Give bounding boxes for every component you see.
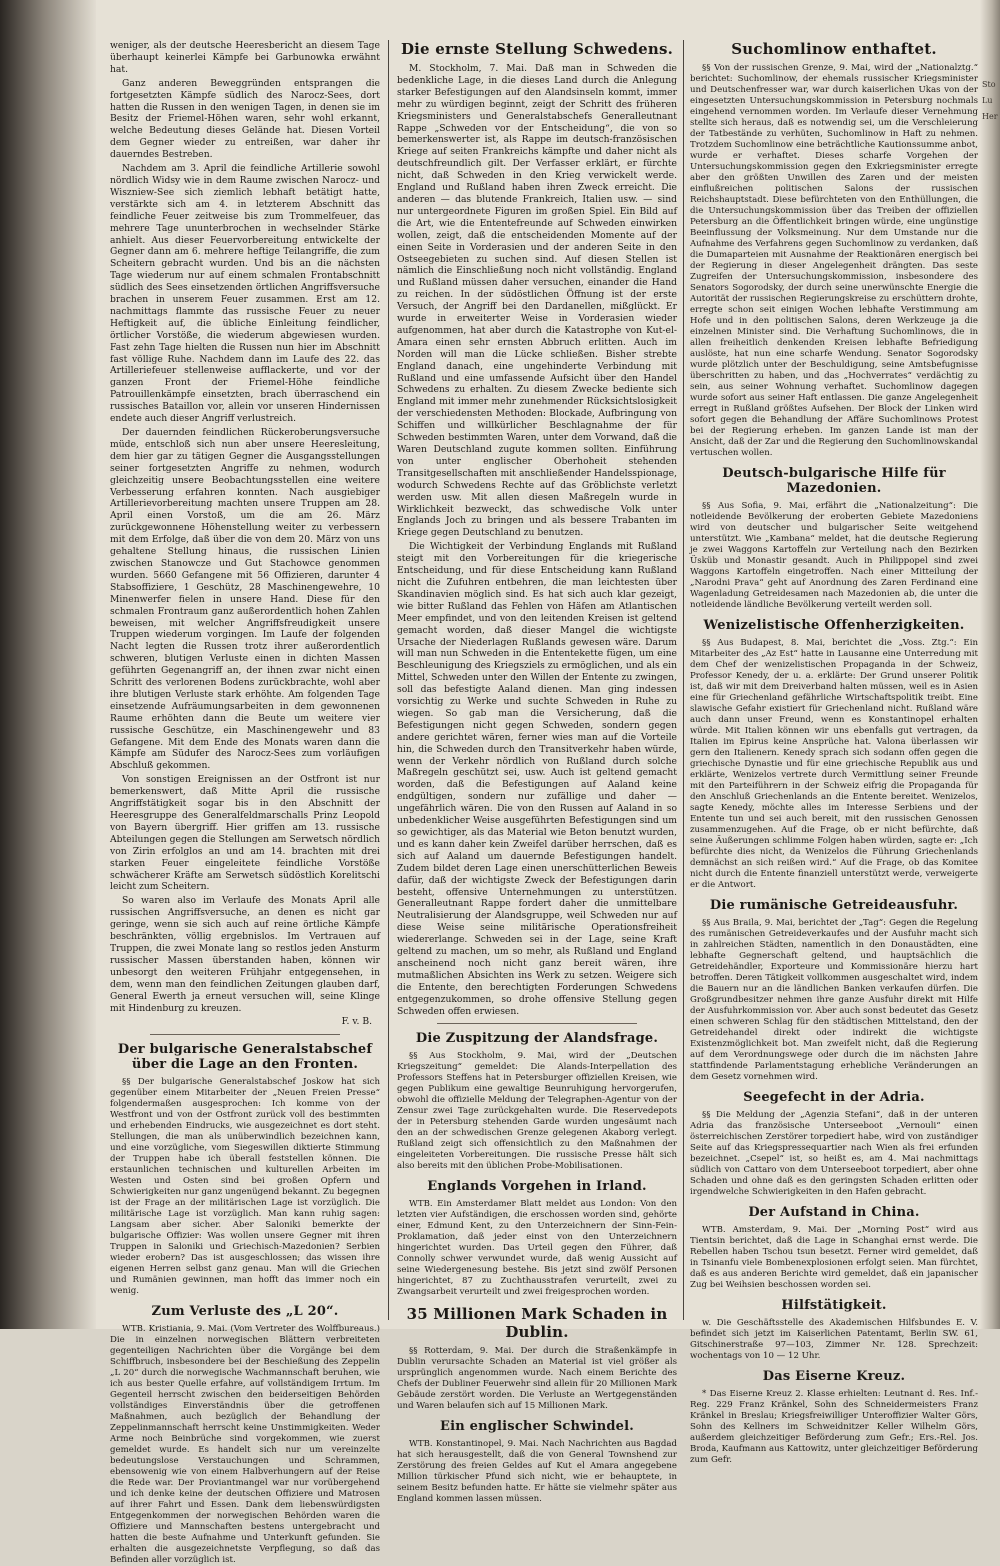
column-right bbox=[690, 40, 978, 1465]
article-headline: 35 Millionen Mark Schaden in Dublin. bbox=[406, 1304, 668, 1341]
paragraph: WTB. Ein Amsterdamer Blatt meldet aus London: Von den letzten vier Aufständigen, die erschossen worden sind, gehörte einer, Edmund Kent, zu den Unterzeichnern der Sinn-Fein-Proklamation, daß jeder einst von den Unterzeichnern hingerichtet wurden. Das Urteil gegen den Führer, daß Connolly schwer verwundet wurde, daß wenig Aussicht auf seine Wiedergenesung bestehe. Bis jetzt sind zwölf Personen hingerichtet, 87 zu Zuchthausstrafen verurteilt, zwei zu Zwangsarbeit verurteilt und zwei freigesprochen worden. bbox=[397, 1198, 677, 1297]
article-headline: Englands Vorgehen in Irland. bbox=[427, 1178, 647, 1194]
article-headline: Deutsch-bulgarische Hilfe für Mazedonien. bbox=[722, 466, 946, 496]
paragraph: §§ Der bulgarische Generalstabschef Joskow hat sich gegenüber einem Mitarbeiter der „Neuen Freien Presse“ folgendermaßen ausgesprochen: Ich komme von der Westfront und von der Ostfront zurück voll des bestimmten und erhebenden Eindrucks, wie ausgezeichnet es dort steht. Stellungen, die man als unüberwindlich bezeichnen kann, und eine vorzügliche, vom Siegeswillen diktierte Stimmung der Truppen habe ich überall feststellen können. Die erstaunlichen technischen und kulturellen Arbeiten im Westen und Osten sind bei großen Opfern und Schwierigkeiten nur ganz ungenügend bekannt. Zu begegnen ist der Frage an der militärischen Lage ist vorzüglich. Die militärische Lage ist vorzüglich. Man kann ruhig sagen: Langsam aber sicher. Aber Saloniki bemerkte der bulgarische Offizier: Was wollen unsere Gegner mit ihren Truppen in Saloniki und Griechisch-Mazedonien? Serbien wieder erobern? Das ist ausgeschlossen; das wissen ihre eigenen Herren selbst ganz genau. Man will die Griechen und Rumänien gewinnen, man hofft das immer noch ein wenig. bbox=[110, 1077, 381, 1297]
edge-fragment: Her bbox=[982, 112, 998, 121]
article-headline: Hilfstätigkeit. bbox=[781, 1298, 887, 1313]
paragraph: §§ Aus Braila, 9. Mai, berichtet der „Tag“: Gegen die Regelung des rumänischen Getreideverkaufes und der Ausfuhr macht sich in zahlreichen Städten, namentlich in den Donaustädten, eine lebhafte Gegnerschaft geltend, und hauptsächlich die Getreidehändler, Exporteure und Kommissionäre hierzu hart betroffen. Deren Tätigkeit vollkommen ausgeschaltet wird, indem die Bauern nur an die ländlichen Banken verkaufen dürfen. Die Großgrundbesitzer nehmen ihre ganze Ausfuhr direkt mit Hilfe der Ausfuhrkommission vor. Aber auch sonst bedeutet das Gesetz einen schweren Schlag für den städtischen Mittelstand, den der Getreidehandel direkt oder indirekt die wichtigste Existenzmöglichkeit bot. Man zweifelt nicht, daß die Regierung auf dem Verordnungswege oder durch die im nächsten Jahre stattfindende Parlamentstagung erhebliche Veränderungen an dem Gesetz vornehmen wird. bbox=[690, 918, 978, 1082]
paragraph: Die Wichtigkeit der Verbindung Englands mit Rußland steigt mit den Vorbereitungen für die kriegerische Entscheidung, und für diese Entscheidung kann Rußland nicht die Zufuhren entbehren, die man leichtesten über Skandinavien möglich sind. Es hat sich auch klar gezeigt, wie bitter Rußland das Fehlen von Häfen am Atlantischen Meer empfindet, und von den leitenden Kreisen ist geltend gemacht worden, daß dieser Mangel die wichtigste Ursache der Niederlagen Rußlands gewesen wäre. Darum will man nun Schweden in die Ententekette fügen, um eine Beschleunigung des Kriegsziels zu ermöglichen, und als ein Mittel, Schweden unter den Willen der Entente zu zwingen, soll das befestigte Aaland dienen. Man ging indessen vorsichtig zu Werke und suchte Schweden in Ruhe zu wiegen. So gab man die Versicherung, daß die Befestigungen nicht gegen Schweden, sondern gegen andere gerichtet wären, ferner wies man auf die Vorteile hin, die Schweden durch den Transitverkehr haben würde, wenn der Verkehr nördlich von Rußland durch solche Maßregeln geschützt sei, usw. Auch ist geltend gemacht worden, daß die Befestigungen auf Aaland keine endgültigen, sondern nur zufällige und daher — ungefährlich wären. Die von den Russen auf Aaland in so unbedenklicher Weise ausgeführten Befestigungen sind um so gewichtiger, als das Material wie Beton benutzt wurden, und es kann daher kein Zweifel darüber herrschen, daß es sich auf Aaland um dauernde Befestigungen handelt. Zudem bildet deren Lage einen unerschütterlichen Beweis dafür, daß der wichtigste Zweck der Befestigungen darin besteht, offensive Unternehmungen zu unterstützen. Generalleutnant Rappe fordert daher die unmittelbare Neutralisierung der Alandsgruppe, weil Schweden nur auf diese Weise seine militärische Operationsfreiheit wiedererlange. Schweden sei in der Lage, seine Kraft geltend zu machen, um so mehr, als Rußland und England anscheinend noch nicht ganz bereit wären, ihre mutmaßlichen Absichten ins Werk zu setzen. Weigere sich die Entente, den berechtigten Forderungen Schwedens entgegenzukommen, so drohe offensive Stellung gegen Schweden offen erwiesen. bbox=[397, 541, 677, 1017]
paragraph: §§ Von der russischen Grenze, 9. Mai, wird der „Nationalztg.“ berichtet: Suchomlinow, der ehemals russischer Kriegsminister und Deutschenfresser war, war durch kaiserlichen Ukas von der eingesetzten Untersuchungskommission in Petersburg nochmals eingehend vernommen worden. Im Verlaufe dieser Vernehmung stellte sich heraus, daß es notwendig sei, um die Verschleierung der Tatbestände zu verhüten, Suchomlinow in Haft zu nehmen. Trotzdem Suchomlinow eine beträchtliche Kautionssumme anbot, wurde er verhaftet. Dieses scharfe Vorgehen der Untersuchungskommission gegen den Exkriegsminister erregte aber den größten Unwillen des Zaren und der meisten einflußreichen politischen Salons der russischen Reichshauptstadt. Diese befürchteten von den Enthüllungen, die die Untersuchungskommission über das Treiben der offiziellen Petersburg an die Öffentlichkeit bringen würde, eine ungünstige Beeinflussung der Volksmeinung. Nur dem Umstande nur die Aufnahme des Verfahrens gegen Suchomlinow zu verdanken, daß die Dumaparteien mit Ausnahme der Reaktionären energisch bei der Regierung in dieser Angelegenheit drängten. Das seste Zugreifen der Untersuchungskommission, insbesondere des Senators Sogorodsky, der durch seine unerwünschte Energie die Autorität der russischen Regierungskreise zu erschüttern drohte, erregte schon seit einigen Wochen lebhafte Verstimmung am Hofe und in den politischen Salons, deren Werkzeuge ja die einzelnen Minister sind. Die Verhaftung Suchomlinows, die in allen freiheitlich denkenden Kreisen lebhafte Befriedigung auslöste, hat nun eine scharfe Wendung. Senator Sogorodsky wurde plötzlich unter der Beschuldigung, seine Amtsbefugnisse überschritten zu haben, und das „Hochverrates“ verdächtig zu sein, aus seiner Wohnung verhaftet. Suchomlinow dagegen wurde sofort aus seiner Haft entlassen. Die ganze Angelegenheit erregt in Rußland größtes Aufsehen. Der Block der Linken wird sofort gegen die Behandlung der Affäre Suchomlinows Protest bei der Regierung erheben. Im ganzen Lande ist man der Ansicht, daß der Zar und die Regierung den Suchomlinowskandal vertuschen wollen. bbox=[690, 63, 978, 458]
article-headline: Zum Verluste des „L 20“. bbox=[151, 1304, 339, 1320]
divider bbox=[150, 1034, 340, 1035]
article-headline: Die ernste Stellung Schwedens. bbox=[400, 40, 674, 58]
paragraph: §§ Aus Budapest, 8. Mai, berichtet die „Voss. Ztg.“: Ein Mitarbeiter des „Az Est“ hatte in Lausanne eine Unterredung mit dem Chef der wenizelistischen Propaganda in der Schweiz, Professor Kenedy, der u. a. erklärte: Der Grund unserer Politik ist, daß wir mit dem Dreiverband halten müssen, weil es in Asien eine für Griechenland gefährliche Wirtschaftspolitik treibt. Eine slawische Gefahr existiert für Griechenland nicht. Rußland wäre auch dann unser Freund, wenn es Konstantinopel erhalten würde. Mit Italien können wir uns ebenfalls gut vertragen, da Italien im Epirus keine Ansprüche hat. Valona überlassen wir gern den Italienern. Kenedy sprach sich sodann offen gegen die griechische Dynastie und für eine griechische Republik aus und erklärte, Wenizelos vertrete durch Vermittlung seiner Freunde mit den Parteiführern in der Schweiz eifrig die Propaganda für den Anschluß Griechenlands an die Entente bereitet. Wenizelos, sagte Kenedy, möchte alles im Interesse Serbiens und der Entente tun und sei auch bereit, mit den russischen Genossen zusammenzugehen. Auf die Frage, ob er nicht befürchte, daß seine Äußerungen schlimme Folgen haben würden, sagte er: „Ich befürchte dies nicht, da Wenizelos die Führung Griechenlands demnächst an sich reißen wird.“ Auf die Frage, ob das Komitee nicht durch die Entente finanziell unterstützt werde, verweigerte er die Antwort. bbox=[690, 638, 978, 890]
paragraph: §§ Die Meldung der „Agenzia Stefani“, daß in der unteren Adria das französische Unterseeboot „Vernouli“ einen österreichischen Zerstörer torpediert habe, wird von zuständiger Seite auf das Kriegspressequartier nach Wien als frei erfunden bezeichnet. „Csepel“ ist, so heißt es, am 4. Mai nachmittags südlich von Cattaro von dem Unterseeboot torpediert, aber ohne Schaden und ohne daß es den geringsten Schaden erlitten oder irgendwelche Schwierigkeiten in den Hafen gebracht. bbox=[690, 1110, 978, 1197]
article-headline: Das Eiserne Kreuz. bbox=[762, 1369, 906, 1384]
paragraph: WTB. Kristiania, 9. Mai. (Vom Vertreter des Wolffbureaus.) Die in einzelnen norwegischen Blättern verbreiteten gegenteiligen Nachrichten über die Vorgänge bei dem Schiffbruch, insbesondere bei der Beschießung des Zeppelin „L 20“ durch die norwegische Wachmannschaft beruhen, wie ich aus bester Quelle erfahre, auf vollständigem Irrtum. Im Gegenteil herrscht zwischen den beiderseitigen Behörden vollständiges Einverständnis über die getroffenen Maßnahmen, auch bezüglich der Behandlung der Zeppelinmannschaft herrscht keine Unstimmigkeiten. Weder Arme noch Beinbrüche sind vorgekommen, wie zuerst gemeldet wurde. Es handelt sich nur um vereinzelte bedeutungslose Verstauchungen und Schrammen, ebensowenig wie von einem Halbverhungern auf der Reise die Rede war. Der Proviantmangel war nur vorübergehend und ich denke keine der deutschen Offiziere und Matrosen auf ihrer Fahrt und Essen. Dank dem liebenswürdigsten Entgegenkommen der norwegischen Behörden waren die Offiziere und Mannschaften bestens untergebracht und hatten die beste Aufnahme und Unterkunft gefunden. Sie erhalten die ausgezeichnetste Verpflegung, so daß das Befinden aller vorzüglich ist. bbox=[110, 1324, 380, 1566]
paragraph: Nachdem am 3. April die feindliche Artillerie sowohl nördlich Widsy wie in dem Raume zwischen Narocz- und Wiszniew-See sich ziemlich lebhaft betätigt hatte, verstärkte sich am 4. in letzterem Abschnitt das feindliche Feuer zeitweise bis zum Trommelfeuer, das mehrere Tage ununterbrochen in wechselnder Stärke anhielt. Aus dieser Feuervorbereitung entwickelte der Gegner dann am 6. mehrere heftige Teilangriffe, die zum Scheitern gebracht wurden. Und bis an die nächsten Tage wiederum nur auf einem schmalen Frontabschnitt südlich des Sees einsetzenden örtlichen Angriffsversuche brachen in unserem Feuer zusammen. Erst am 12. nachmittags flammte das russische Feuer zu neuer Heftigkeit auf, die übliche Einleitung feindlicher, örtlicher Vorstöße, die wiederum abgewiesen wurden. Fast zehn Tage hielten die Russen nun hier im Abschnitt fast völlige Ruhe. Nachdem dann im Laufe des 22. das Artilleriefeuer stellenweise aufflackerte, und vor der ganzen Front der Friemel-Höhe feindliche Patrouillenkämpfe einsetzten, brach überraschend ein russisches Bataillon vor, allein vor unseren Hindernissen endete auch dieser Angriff verlustreich. bbox=[110, 163, 380, 425]
article-headline: Der bulgarische Generalstabschef über die Lage an den Fronten. bbox=[117, 1042, 373, 1073]
paragraph: * Das Eiserne Kreuz 2. Klasse erhielten: Leutnant d. Res. Inf.-Reg. 229 Franz Kränkel, Sohn des Schneidermeisters Franz Kränkel in Breslau; Kriegsfreiwilliger Unteroffizier Walter Görs, Sohn des Kellners im Schweidnitzer Keller Wilhelm Görs, außerdem gleichzeitiger Beförderung zum Gefr.; Ers.-Rel. Jos. Broda, Kaufmann aus Kattowitz, unter gleichzeitiger Beförderung zum Gefr. bbox=[690, 1389, 978, 1465]
adjacent-page-edge bbox=[980, 0, 1000, 1329]
paragraph: §§ Rotterdam, 9. Mai. Der durch die Straßenkämpfe in Dublin verursachte Schaden an Material ist viel größer als ursprünglich angenommen wurde. Nach einem Berichte des Chefs der Dubliner Feuerwehr sind allein für 20 Millionen Mark Gebäude zerstört worden. Die Verluste an Wertgegenständen und Waren belaufen sich auf 15 Millionen Mark. bbox=[397, 1345, 677, 1411]
article-headline: Suchomlinow enthaftet. bbox=[731, 40, 937, 58]
paragraph: WTB. Amsterdam, 9. Mai. Der „Morning Post“ wird aus Tientsin berichtet, daß die Lage in Schanghai ernst werde. Die Rebellen haben Tschou tsun besetzt. Ferner wird gemeldet, daß in Tsinanfu viele Bombenexplosionen erfolgt seien. Man fürchtet, daß es aus anderen Berichte wird gemeldet, daß ein japanischer Zug bei Weihsien beschossen worden sei. bbox=[690, 1225, 978, 1290]
paragraph: §§ Aus Stockholm, 9. Mai, wird der „Deutschen Kriegszeitung“ gemeldet: Die Alands-Interpellation des Professors Steffens hat in Petersburger offiziellen Kreisen, wie gegen Publikum eine gewaltige Beunruhigung hervorgerufen, obwohl die offizielle Meldung der Telegraphen-Agentur von der Zensur zwei Tage zurückgehalten wurde. Die Reservedepots der in Petersburg stehenden Garde wurden ungesäumt nach den an der schwedischen Grenze gelegenen Akaborg verlegt. Rußland zeigt sich offensichtlich zu den Maßnahmen der eingeleiteten Vorbereitungen. Die russische Presse hält sich also bereits mit den üblichen Probe-Mobilisationen. bbox=[397, 1050, 677, 1171]
paragraph: Von sonstigen Ereignissen an der Ostfront ist nur bemerkenswert, daß Mitte April die russische Angriffstätigkeit sogar bis in den Abschnitt der Heeresgruppe des Generalfeldmarschalls Prinz Leopold von Bayern übergriff. Hier griffen am 13. russische Abteilungen gegen die Stellungen am Serwetsch nördlich von Zirin erfolglos an und am 14. brachten mit drei starken Feuer eingeleitete feindliche Vorstöße schwächerer Kräfte am Serwetsch südöstlich Korelitschi leicht zum Scheitern. bbox=[110, 774, 380, 893]
column-rule bbox=[683, 40, 684, 1320]
paragraph: weniger, als der deutsche Heeresbericht an diesem Tage überhaupt keinerlei Kämpfe bei Garbunowka erwähnt hat. bbox=[110, 40, 380, 75]
author-signature: F. v. B. bbox=[341, 1016, 372, 1028]
article-headline: Ein englischer Schwindel. bbox=[439, 1418, 634, 1434]
edge-fragment: Sto bbox=[982, 80, 996, 89]
article-headline: Seegefecht in der Adria. bbox=[743, 1090, 925, 1105]
paragraph: So waren also im Verlaufe des Monats April alle russischen Angriffsversuche, an denen es nicht gar geringe, wenn sie sich auch auf reine örtliche Kämpfe beschränkten, völlig ergebnislos. Im Vertrauen auf Truppen, die zwei Monate lang so restlos jeden Ansturm russischer Massen überstanden haben, können wir unbesorgt den weiteren Frühjahr entgegensehen, in dem, wenn man den feindlichen Zeitungen glauben darf, General Ewerth ja erneut versuchen will, seine Klinge mit Hindenburg zu kreuzen. bbox=[110, 895, 380, 1014]
paragraph: Ganz anderen Beweggründen entsprangen die fortgesetzten Kämpfe südlich des Narocz-Sees, dort hatten die Russen in den wenigen Tagen, in denen sie im Besitz der Friemel-Höhen waren, sehr wohl erkannt, welche Bedeutung dieses Gelände hat. Diesen Vorteil dem Gegner wieder zu entreißen, war daher ihr dauerndes Bestreben. bbox=[110, 77, 380, 161]
binding-shadow bbox=[0, 0, 96, 1329]
article-headline: Der Aufstand in China. bbox=[748, 1205, 920, 1220]
paragraph: Der dauernden feindlichen Rückeroberungsversuche müde, entschloß sich nun aber unsere Heeresleitung, dem hier gar zu tätigen Gegner die Ausgangsstellungen seiner fortgesetzten Angriffe zu nehmen, wodurch gleichzeitig unsere Beobachtungsstellen eine weitere Verbesserung erfahren konnten. Nach ausgiebiger Artillerievorbereitung machten unsere Truppen am 28. April einen Vorstoß, um die am 26. März zurückgewonnene Höhenstellung weiter zu verbessern mit dem Erfolge, daß über die von dem 20. März von uns gehaltene Stellung hinaus, die russischen Linien zwischen Stanowcze und Gut Stachowce genommen wurden. 5660 Gefangene mit 56 Offizieren, darunter 4 Stabsoffiziere, 1 Geschütz, 28 Maschinengewehre, 10 Minenwerfer fielen in unsere Hand. Diese für den schmalen Frontraum ganz außerordentlich hohen Zahlen beweisen, mit welcher Angriffsfreudigkeit unsere Truppen wiederum vorgingen. Im Laufe der folgenden Nacht legten die Russen trotz ihrer außerordentlich schweren, blutigen Verluste einen in dichten Massen geführten Gegenangriff an, der ihnen zwar nicht einen Schritt des verlorenen Bodens zurückbrachte, wohl aber ihre blutigen Verluste stark erhöhte. Am folgenden Tage einsetzende Aufräumungsarbeiten in dem gewonnenen Raume erhöhten dann die Beute um weitere vier russische Geschütze, ein Maschinengewehr und 83 Gefangene. Mit dem Ende des Monats waren dann die Kämpfe am Südufer des Narocz-Sees zum vorläufigen Abschluß gekommen. bbox=[110, 427, 380, 772]
divider bbox=[437, 1023, 637, 1024]
article-headline: Die rumänische Getreideausfuhr. bbox=[709, 898, 959, 913]
paragraph: WTB. Konstantinopel, 9. Mai. Nach Nachrichten aus Bagdad hat sich herausgestellt, daß die von General Townshend zur Zerstörung des freien Geldes auf Kut el Amara angegebene Million türkischer Pfund sich nicht, wie er behauptete, in seinem Besitz befunden hatte. Er hätte sie vielmehr später aus England kommen lassen müssen. bbox=[397, 1438, 677, 1504]
article-headline: Wenizelistische Offenherzigkeiten. bbox=[703, 618, 965, 633]
column-rule bbox=[388, 40, 389, 1320]
edge-fragment: Lu bbox=[982, 96, 993, 105]
paragraph: w. Die Geschäftsstelle des Akademischen Hilfsbundes E. V. befindet sich jetzt im Kaiserlichen Patentamt, Berlin SW. 61, Gitschinerstraße 97—103, Zimmer Nr. 128. Sprechzeit: wochentags von 10 — 12 Uhr. bbox=[690, 1318, 978, 1361]
column-middle bbox=[397, 40, 677, 1504]
paragraph: M. Stockholm, 7. Mai. Daß man in Schweden die bedenkliche Lage, in die dieses Land durch die Anlegung starker Befestigungen auf den Alandsinseln kommt, immer mehr zu würdigen beginnt, zeigt der Schritt des früheren Kriegsministers und Generalstabschefs Generalleutnant Rappe „Schweden vor der Entscheidung“, die von so bemerkenswerter ist, als Rappe im deutsch-französischen Kriege auf seiten Frankreichs kämpfte und daher nicht als deutschfreundlich gilt. Der Verfasser erklärt, er fürchte nicht, daß Schweden in den Krieg verwickelt werde. England und Rußland haben ihren Zweck erreicht. Die anderen — das blutende Frankreich, Italien usw. — sind nur untergeordnete Figuren im großen Spiel. Ein Bild auf die Art, wie die Ententefreunde auf Schweden einwirken wollen, zeigt, daß die entscheidenden Momente auf der einen Seite in Vorderasien und der anderen Seite in den Ostseegebieten zu suchen sind. Auf diesen Stellen ist nämlich die Einschließung noch nicht vollständig. England und Rußland müssen daher versuchen, einander die Hand zu reichen. In der südöstlichen Öffnung ist der erste Versuch, der Angriff bei den Dardanellen, mißglückt. Er wurde in erweiterter Weise in Vorderasien wieder aufgenommen, hat aber durch die Katastrophe von Kut-el-Amara einen sehr ernsten Abbruch erlitten. Auch im Norden will man die Lücke schließen. Bisher strebte England danach, eine ungehinderte Verbindung mit Rußland und eine umfassende Aufsicht über den Handel Schwedens zu erhalten. Zu diesem Zwecke bediente sich England mit immer mehr zunehmender Rücksichtslosigkeit der verschiedensten Methoden: Blockade, Aufbringung von Schiffen und willkürlicher Beschlagnahme der für Schweden bestimmten Waren, unter dem Vorwand, daß die Waren Deutschland zugute kommen sollten. Einführung von unter englischer Oberhoheit stehenden Transitgesellschaften mit anschließender Handelsspionage, wodurch Schwedens Rechte auf das Gröblichste verletzt werden usw. Mit allen diesen Maßregeln wurde in Wirklichkeit bezweckt, das schwedische Volk unter Englands Joch zu bringen und als bessere Trabanten im Kriege gegen Deutschland zu benutzen. bbox=[397, 63, 677, 539]
paragraph: §§ Aus Sofia, 9. Mai, erfährt die „Nationalzeitung“: Die notleidende Bevölkerung der eroberten Gebiete Mazedoniens wird von deutscher und bulgarischer Seite weitgehend unterstützt. Wie „Kambana“ meldet, hat die deutsche Regierung je zwei Waggons Kartoffeln zur Verteilung nach den Bezirken Üsküb und Monastir gesandt. Auch in Philippopel sind zwei Waggons Kartoffeln eingetroffen. Nach einer Mitteilung der „Narodni Prava“ geht auf Anordnung des Zaren Ferdinand eine Wagenladung Getreidesamen nach Mazedonien ab, die unter die notleidende ländliche Bevölkerung verteilt werden soll. bbox=[690, 501, 978, 610]
article-headline: Die Zuspitzung der Alandsfrage. bbox=[415, 1030, 659, 1046]
column-left bbox=[110, 40, 381, 1566]
